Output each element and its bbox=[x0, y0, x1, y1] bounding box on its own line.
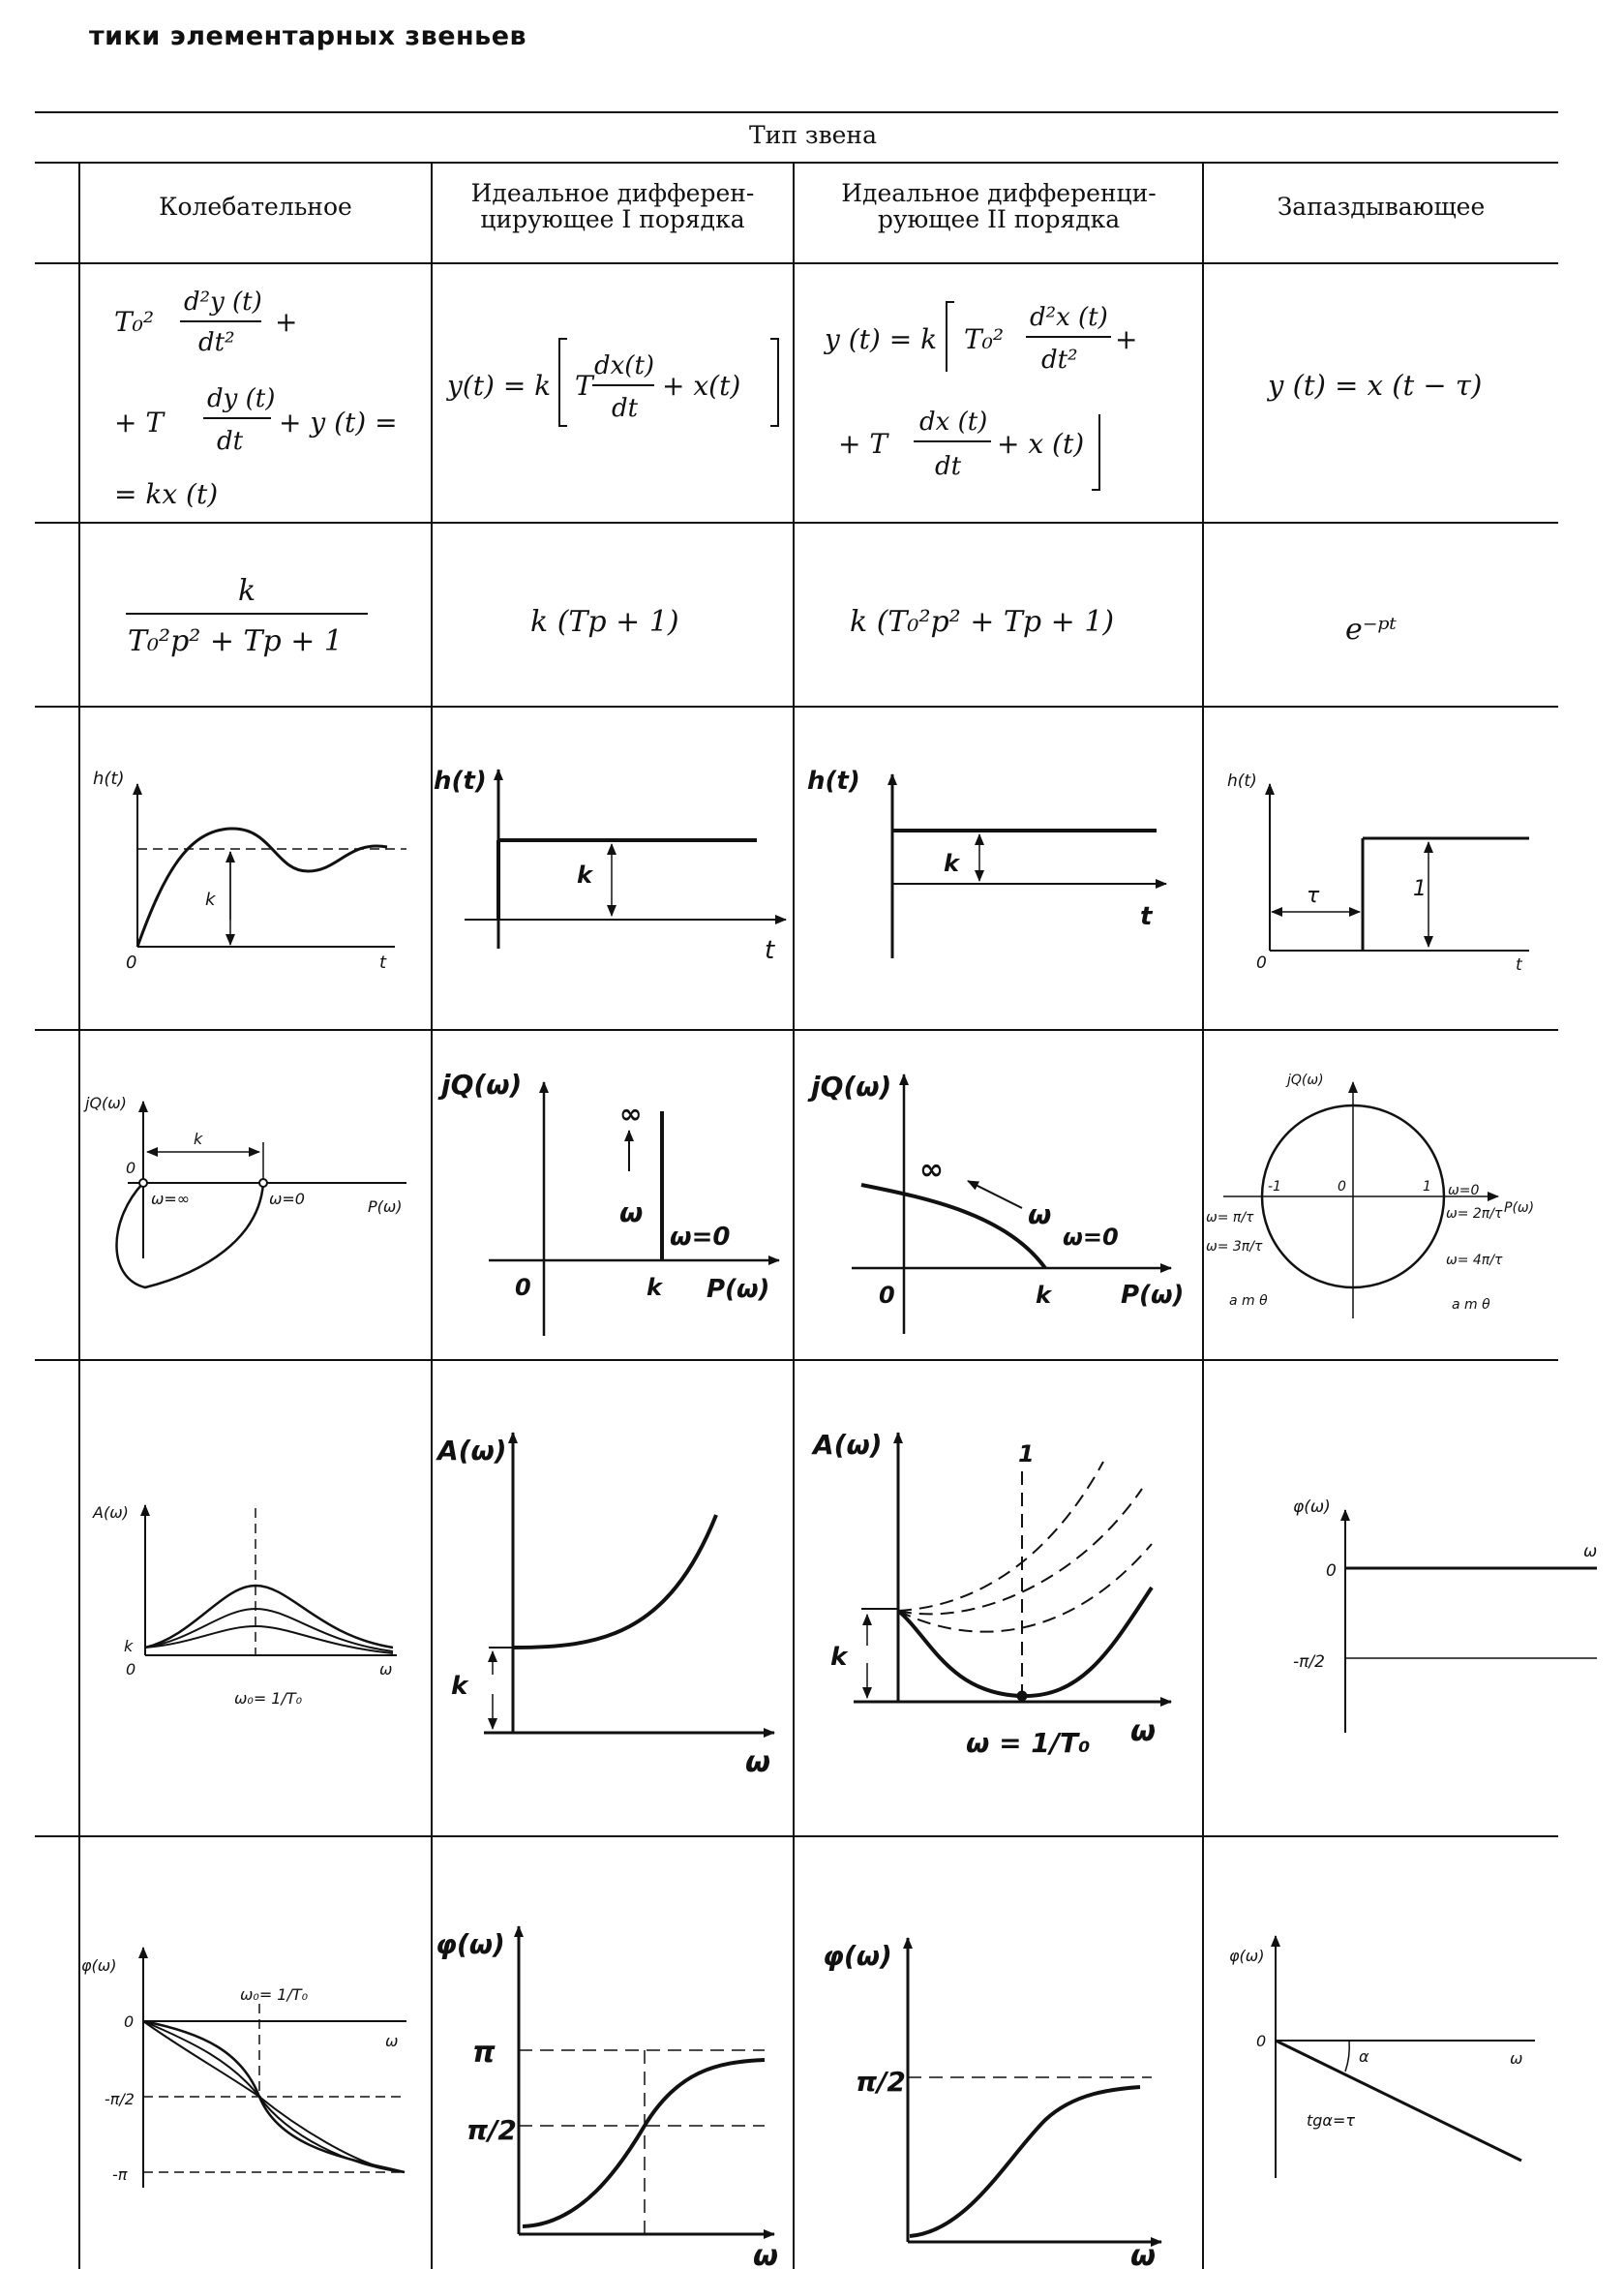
label-k: k bbox=[124, 1637, 134, 1655]
label-k: k bbox=[944, 850, 959, 877]
col-header-ideal-1: Идеальное дифферен- цирующее I порядка bbox=[470, 180, 755, 233]
svg-text:dx(t): dx(t) bbox=[594, 351, 655, 380]
axis-label-h: h(t) bbox=[93, 769, 125, 789]
label-k: k bbox=[205, 890, 216, 910]
label-alpha: α bbox=[1359, 2047, 1369, 2066]
axis-label-p: P(ω) bbox=[1121, 1281, 1185, 1310]
axis-label-jq: jQ(ω) bbox=[441, 1069, 523, 1101]
axis-label-t: t bbox=[1516, 955, 1522, 975]
label-w0: ω₀= 1/T₀ bbox=[240, 1985, 309, 2004]
label-w-0: ω=0 bbox=[1448, 1183, 1480, 1198]
axis-origin: 0 bbox=[126, 953, 137, 973]
label-k: k bbox=[830, 1643, 848, 1672]
equation-oscillatory bbox=[114, 287, 398, 510]
label-w-pi: ω= π/τ bbox=[1206, 1210, 1254, 1225]
axis-label-h: h(t) bbox=[434, 767, 487, 796]
axis-label-phi: φ(ω) bbox=[1293, 1498, 1331, 1517]
svg-text:y (t) = k: y (t) = k bbox=[825, 323, 938, 355]
axis-label-t: t bbox=[1140, 902, 1153, 931]
phase-delay bbox=[1229, 1936, 1535, 2178]
axis-label-phi: φ(ω) bbox=[1229, 1947, 1265, 1965]
label-inf: ∞ bbox=[919, 1153, 944, 1187]
label-one: 1 bbox=[1423, 1179, 1431, 1195]
label-one: 1 bbox=[1018, 1440, 1035, 1467]
svg-text:+ T: + T bbox=[838, 428, 888, 460]
svg-text:k: k bbox=[238, 574, 256, 608]
tf-delay: e⁻ᵖᵗ bbox=[1345, 613, 1397, 647]
tf-ideal-1: k (Tp + 1) bbox=[530, 605, 679, 639]
svg-text:T: T bbox=[575, 370, 593, 402]
step-response-delay bbox=[1227, 771, 1529, 975]
svg-text:dt: dt bbox=[612, 394, 639, 423]
svg-text:d²y (t): d²y (t) bbox=[184, 287, 262, 317]
amplitude-ideal-1 bbox=[436, 1433, 774, 1779]
axis-origin: 0 bbox=[879, 1282, 895, 1309]
axis-label-omega: ω bbox=[385, 2032, 399, 2050]
axis-origin: 0 bbox=[515, 1274, 531, 1301]
amplitude-oscillatory bbox=[92, 1384, 397, 1708]
label-k: k bbox=[577, 862, 592, 889]
svg-text:d²x (t): d²x (t) bbox=[1030, 303, 1108, 332]
label-w-3pi: ω= 3π/τ bbox=[1206, 1239, 1263, 1255]
tf-ideal-2: k (T₀²p² + Tp + 1) bbox=[850, 605, 1115, 639]
equation-ideal-1 bbox=[445, 339, 778, 426]
step-response-oscillatory bbox=[93, 769, 406, 973]
axis-label-omega: ω bbox=[745, 1745, 771, 1779]
svg-text:+ x (t): + x (t) bbox=[997, 428, 1085, 460]
label-minus-pi: -π bbox=[112, 2165, 128, 2184]
axis-origin: 0 bbox=[1256, 2032, 1267, 2050]
label-k: k bbox=[451, 1672, 468, 1701]
axis-label-t: t bbox=[379, 953, 387, 973]
svg-text:+: + bbox=[1115, 323, 1138, 355]
axis-label-a: A(ω) bbox=[813, 1429, 883, 1461]
label-w-4pi: ω= 4π/τ bbox=[1446, 1253, 1503, 1268]
axis-origin: 0 bbox=[126, 1159, 136, 1177]
label-pi2: π/2 bbox=[466, 2114, 517, 2146]
label-k: k bbox=[647, 1274, 662, 1301]
axis-label-omega: ω bbox=[1583, 1542, 1598, 1561]
nyquist-ideal-1 bbox=[437, 1069, 779, 1336]
col-header-ideal-2: Идеальное дифференци- рующее II порядка bbox=[841, 180, 1157, 233]
axis-label-a: A(ω) bbox=[93, 1503, 129, 1522]
axis-origin: 0 bbox=[1338, 1179, 1346, 1195]
axis-label-h: h(t) bbox=[807, 767, 860, 796]
phase-oscillatory bbox=[81, 1948, 406, 2188]
label-tg-alpha: tgα=τ bbox=[1307, 2111, 1356, 2130]
label-amv-right: a m θ bbox=[1452, 1297, 1490, 1313]
axis-label-t: t bbox=[765, 936, 775, 965]
step-response-ideal-1 bbox=[434, 767, 786, 965]
svg-text:dt²: dt² bbox=[198, 328, 235, 357]
nyquist-ideal-2 bbox=[807, 1071, 1184, 1334]
svg-text:dy (t): dy (t) bbox=[207, 384, 276, 413]
svg-text:= kx (t): = kx (t) bbox=[114, 478, 219, 510]
equation-ideal-2 bbox=[823, 302, 1137, 490]
label-w-0: ω=0 bbox=[1063, 1224, 1119, 1251]
col-header-delay: Запаздывающее bbox=[1277, 194, 1486, 221]
amplitude-ideal-2 bbox=[811, 1429, 1171, 1759]
svg-text:dt: dt bbox=[217, 427, 244, 456]
label-amv-left: a m θ bbox=[1229, 1293, 1268, 1309]
label-minus-one: -1 bbox=[1268, 1179, 1281, 1195]
svg-text:+ y (t) =: + y (t) = bbox=[279, 407, 398, 439]
axis-label-jq: jQ(ω) bbox=[85, 1094, 127, 1112]
axis-origin: 0 bbox=[126, 1660, 136, 1679]
axis-label-omega: ω bbox=[1510, 2049, 1523, 2068]
label-w-1-t0: ω = 1/T₀ bbox=[966, 1727, 1091, 1759]
axis-label-a: A(ω) bbox=[437, 1435, 507, 1467]
label-pi: π bbox=[472, 2036, 496, 2070]
tf-oscillatory bbox=[126, 574, 368, 658]
axis-label-phi: φ(ω) bbox=[436, 1928, 505, 1960]
axis-label-omega: ω bbox=[1130, 2239, 1157, 2269]
svg-text:+: + bbox=[275, 306, 298, 338]
svg-text:+ x(t): + x(t) bbox=[662, 370, 741, 402]
axis-origin: 0 bbox=[1256, 953, 1267, 973]
svg-text:dt: dt bbox=[935, 452, 962, 481]
label-pi2: π/2 bbox=[856, 2066, 906, 2098]
col-header-oscillatory: Колебательное bbox=[159, 194, 352, 221]
label-k: k bbox=[1036, 1282, 1051, 1309]
axis-label-p: P(ω) bbox=[368, 1197, 403, 1216]
nyquist-delay bbox=[1206, 1073, 1534, 1318]
label-k: k bbox=[194, 1130, 203, 1148]
label-w-2pi: ω= 2π/τ bbox=[1446, 1206, 1503, 1222]
equation-delay: y (t) = x (t − τ) bbox=[1268, 369, 1483, 402]
svg-text:dx (t): dx (t) bbox=[919, 408, 988, 437]
label-tau: τ bbox=[1307, 884, 1320, 908]
label-inf: ∞ bbox=[619, 1098, 643, 1130]
axis-label-omega: ω bbox=[753, 2239, 779, 2269]
label-w-0: ω=0 bbox=[269, 1190, 305, 1208]
axis-label-h: h(t) bbox=[1227, 771, 1257, 791]
svg-text:T₀²p² + Tp + 1: T₀²p² + Tp + 1 bbox=[128, 624, 344, 658]
axis-label-phi: φ(ω) bbox=[823, 1940, 892, 1972]
axis-label-phi: φ(ω) bbox=[81, 1956, 117, 1975]
label-omega: ω bbox=[619, 1196, 644, 1228]
nyquist-oscillatory bbox=[83, 1094, 406, 1287]
label-minus-pi2: -π/2 bbox=[105, 2090, 135, 2108]
axis-label-omega: ω bbox=[1130, 1714, 1157, 1748]
svg-text:T₀²: T₀² bbox=[114, 306, 155, 338]
axis-origin: 0 bbox=[124, 2012, 135, 2031]
phase-delay-flat bbox=[1293, 1498, 1597, 1733]
axis-label-jq: jQ(ω) bbox=[1287, 1073, 1324, 1088]
label-omega: ω bbox=[1028, 1198, 1052, 1230]
label-minus-pi2: -π/2 bbox=[1293, 1652, 1325, 1672]
label-one: 1 bbox=[1413, 877, 1427, 901]
svg-text:y(t) = k: y(t) = k bbox=[447, 370, 552, 402]
label-w-inf: ω=∞ bbox=[151, 1190, 191, 1208]
axis-label-omega: ω bbox=[379, 1660, 393, 1679]
svg-text:T₀²: T₀² bbox=[964, 323, 1005, 355]
phase-ideal-1 bbox=[436, 1926, 778, 2269]
svg-text:dt²: dt² bbox=[1041, 346, 1078, 375]
svg-text:+ T: + T bbox=[114, 407, 165, 439]
label-w0: ω₀= 1/T₀ bbox=[234, 1689, 303, 1708]
axis-label-p: P(ω) bbox=[707, 1275, 770, 1304]
group-header: Тип звена bbox=[748, 122, 878, 149]
axis-label-jq: jQ(ω) bbox=[811, 1071, 892, 1103]
label-w-0: ω=0 bbox=[670, 1223, 731, 1252]
axis-label-p: P(ω) bbox=[1504, 1200, 1535, 1216]
page-title: тики элементарных звеньев bbox=[89, 21, 527, 51]
phase-ideal-2 bbox=[823, 1938, 1161, 2269]
axis-origin: 0 bbox=[1326, 1561, 1337, 1581]
step-response-ideal-2 bbox=[807, 767, 1166, 958]
